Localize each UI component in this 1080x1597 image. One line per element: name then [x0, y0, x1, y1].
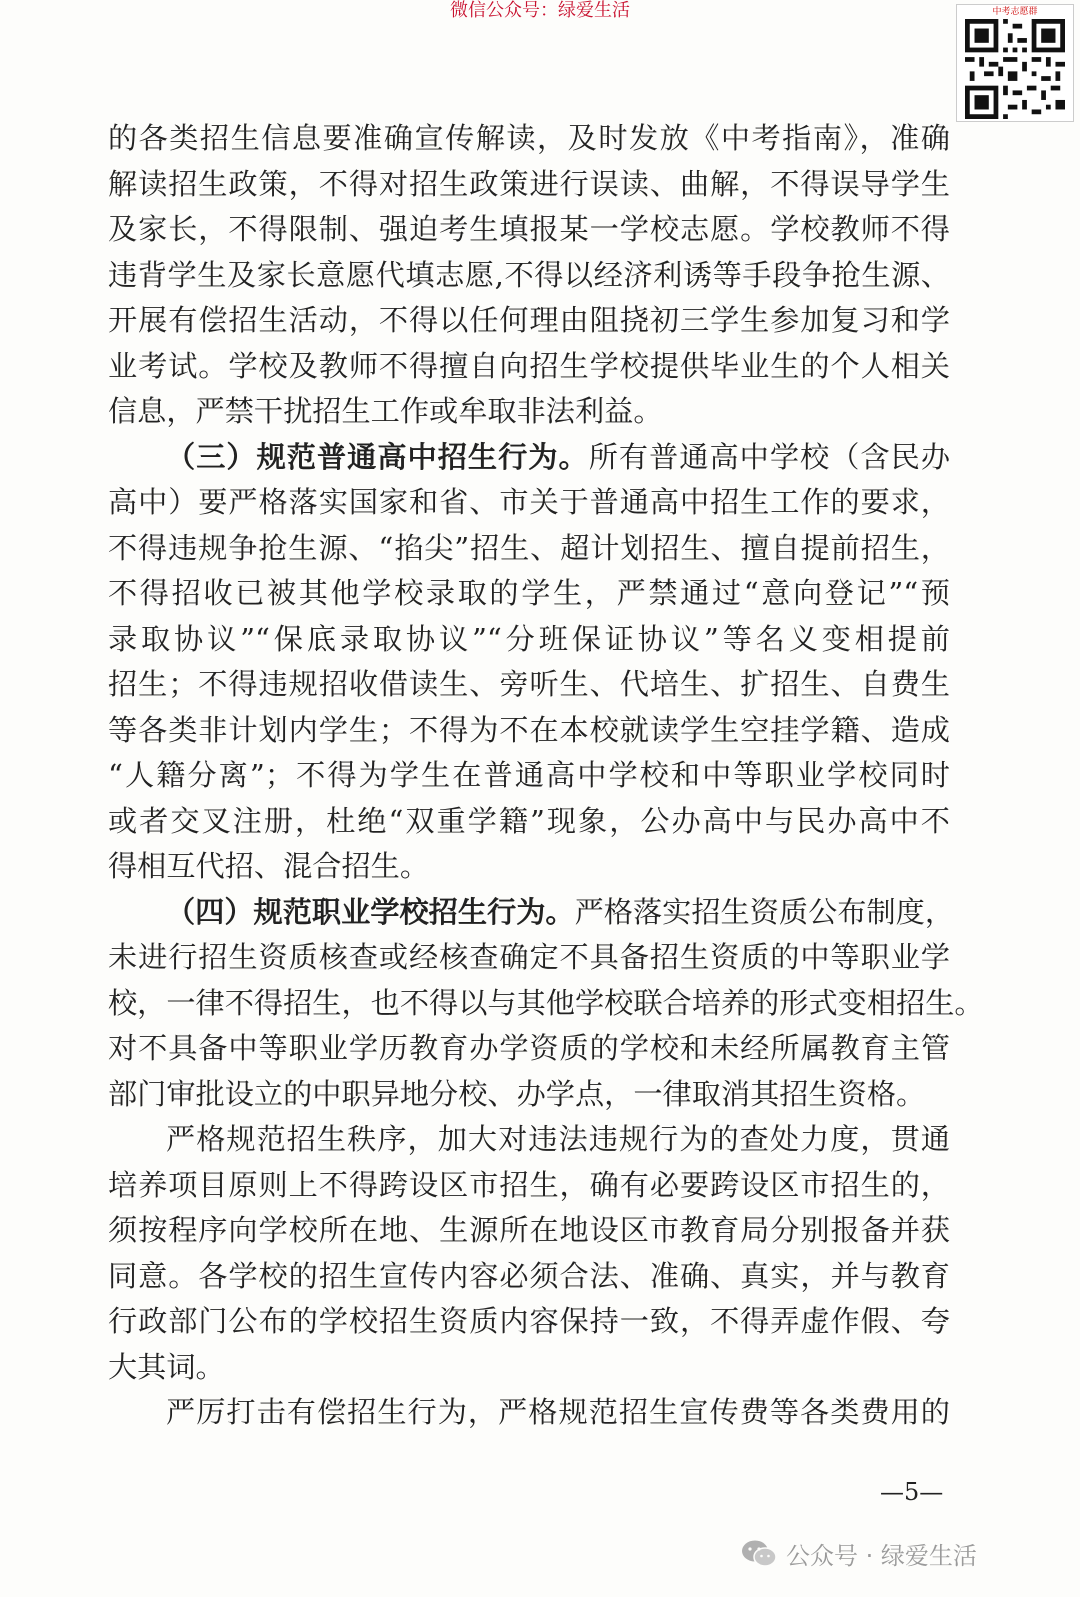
header-watermark-text: 微信公众号：绿爱生活	[450, 0, 630, 21]
section-heading-3: （三）规范普通高中招生行为。	[166, 439, 589, 474]
section-heading-4: （四）规范职业学校招生行为。	[166, 894, 575, 929]
paragraph-line: 大其词。	[108, 1349, 225, 1384]
paragraph-line: 的各类招生信息要准确宣传解读，及时发放《中考指南》，准确	[108, 121, 950, 155]
paragraph-line: 校，一律不得招生，也不得以与其他学校联合培养的形式变相招生。	[108, 985, 984, 1020]
paragraph-line: 开展有偿招生活动，不得以任何理由阻挠初三学生参加复习和学	[108, 303, 950, 337]
paragraph-line: “人籍分离”；不得为学生在普通高中学校和中等职业学校同时	[108, 758, 950, 792]
paragraph-line: 录取协议”“保底录取协议”“分班保证协议”等名义变相提前	[108, 621, 950, 656]
qr-label: 中考志愿群	[992, 7, 1038, 17]
paragraph-line: 须按程序向学校所在地、生源所在地设区市教育局分别报备并获	[108, 1213, 950, 1247]
paragraph-line: 得相互代招、混合招生。	[108, 849, 430, 883]
section-heading-line	[108, 435, 950, 481]
page-number: —5—	[880, 1478, 944, 1506]
document-body	[108, 116, 984, 1436]
watermark-label: 公众号 · 绿爱生活	[786, 1542, 977, 1570]
paragraph-line: 培养项目原则上不得跨设区市招生，确有必要跨设区市招生的，	[108, 1167, 950, 1202]
paragraph-line: 未进行招生资质核查或经核查确定不具备招生资质的中等职业学	[108, 940, 950, 974]
paragraph-line: 等各类非计划内学生；不得为不在本校就读学生空挂学籍、造成	[108, 712, 950, 747]
paragraph-line: 或者交叉注册，杜绝“双重学籍”现象，公办高中与民办高中不	[108, 803, 950, 838]
paragraph-line: 部门审批设立的中职异地分校、办学点，一律取消其招生资格。	[108, 1076, 926, 1111]
paragraph-line: 高中）要严格落实国家和省、市关于普通高中招生工作的要求，	[108, 485, 950, 519]
paragraph-line: 同意。各学校的招生宣传内容必须合法、准确、真实，并与教育	[108, 1258, 950, 1293]
paragraph-line: 严厉打击有偿招生行为，严格规范招生宣传费等各类费用的	[166, 1395, 950, 1429]
paragraph-line: 不得违规争抢生源、“掐尖”招生、超计划招生、擅自提前招生，	[108, 530, 950, 565]
account-watermark	[740, 1536, 977, 1571]
paragraph-line: 行政部门公布的学校招生资质内容保持一致，不得弄虚作假、夸	[108, 1304, 950, 1338]
paragraph-line: 及家长，不得限制、强迫考生填报某一学校志愿。学校教师不得	[108, 212, 950, 246]
paragraph-line: 解读招生政策，不得对招生政策进行误读、曲解，不得误导学生	[108, 166, 950, 201]
wechat-icon	[740, 1537, 778, 1571]
section-heading-line	[108, 890, 955, 936]
paragraph-text: 严格落实招生资质公布制度，	[574, 894, 955, 929]
paragraph-line: 严格规范招生秩序，加大对违法违规行为的查处力度，贯通	[166, 1122, 950, 1156]
qr-code-icon	[963, 19, 1067, 119]
paragraph-line: 违背学生及家长意愿代填志愿,不得以经济利诱等手段争抢生源、	[108, 257, 950, 292]
paragraph-line: 信息，严禁干扰招生工作或牟取非法利益。	[108, 394, 663, 428]
qr-code	[956, 4, 1074, 122]
paragraph-line: 对不具备中等职业学历教育办学资质的学校和未经所属教育主管	[108, 1031, 950, 1065]
paragraph-line: 业考试。学校及教师不得擅自向招生学校提供毕业生的个人相关	[108, 348, 950, 383]
paragraph-line: 招生；不得违规招收借读生、旁听生、代培生、扩招生、自费生	[108, 667, 950, 701]
paragraph-line: 不得招收已被其他学校录取的学生，严禁通过“意向登记”“预	[108, 576, 950, 610]
paragraph-text: 所有普通高中学校（含民办	[588, 439, 951, 474]
